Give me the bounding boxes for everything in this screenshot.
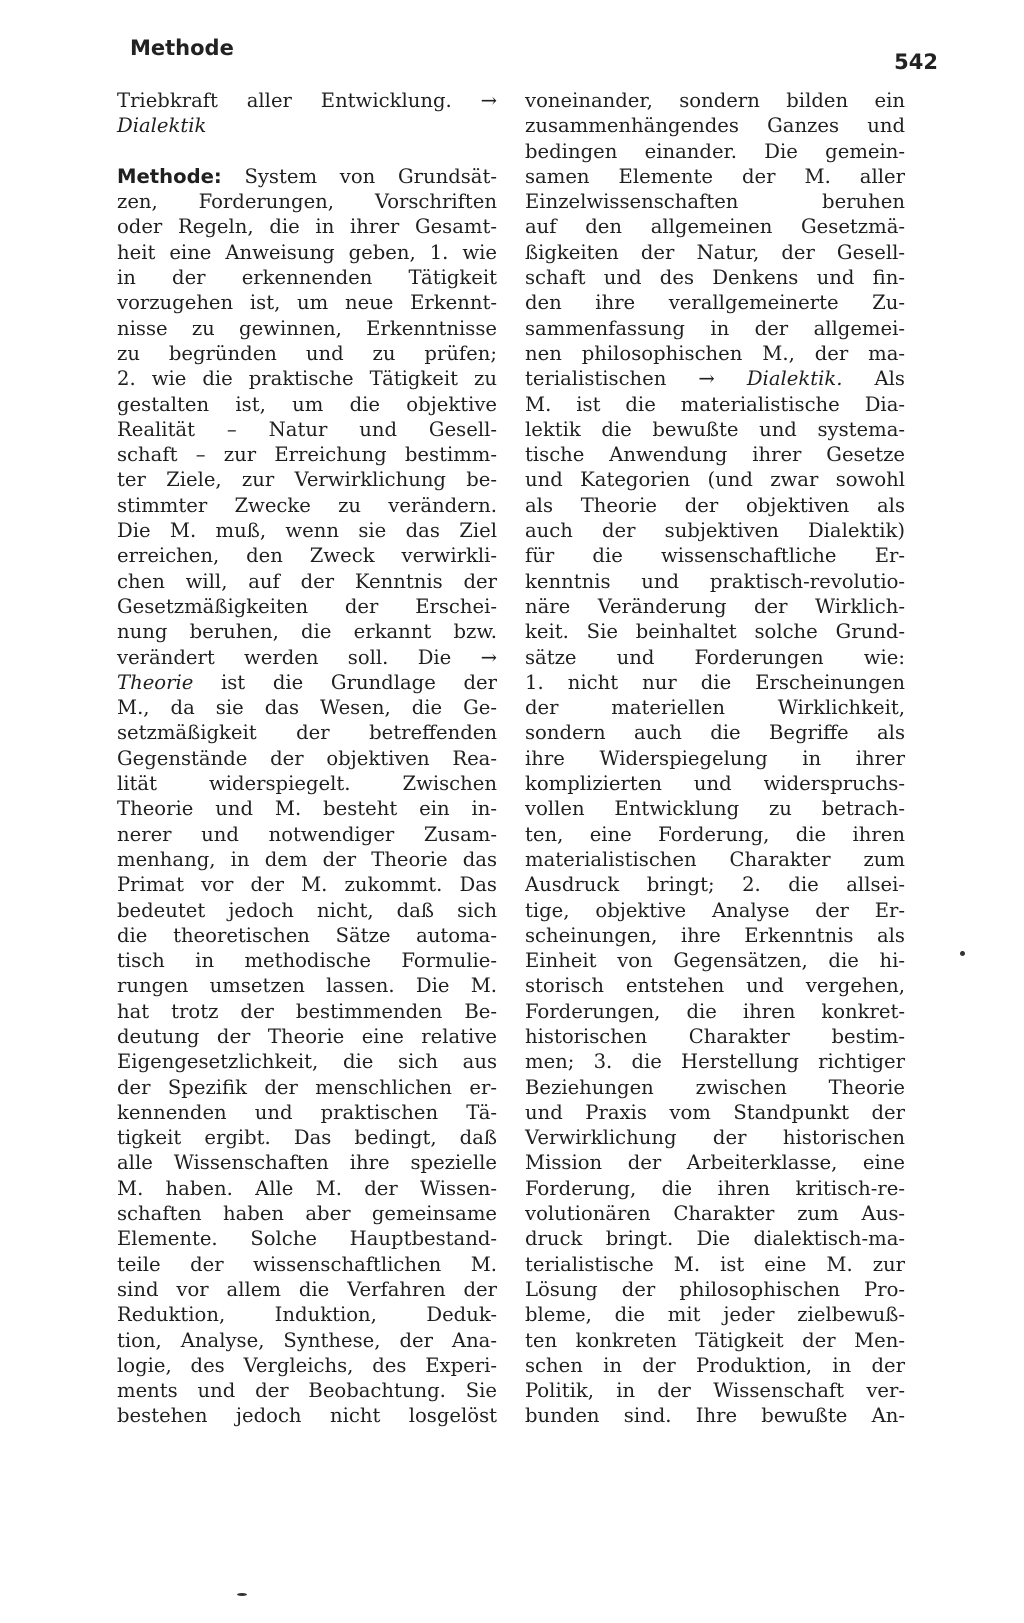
text-line: samen Elemente der M. aller xyxy=(525,164,905,188)
cross-reference-arrow-icon: → xyxy=(698,367,715,391)
text-line: rungen umsetzen lassen. Die M. xyxy=(117,974,497,998)
text-line: terialistische M. ist eine M. zur xyxy=(525,1252,905,1276)
text-line: hat trotz der bestimmenden Be- xyxy=(117,999,497,1023)
text-line: bestehen jedoch nicht losgelöst xyxy=(117,1404,497,1428)
text-line: schaft und des Denkens und fin- xyxy=(525,266,905,290)
text-line: lektik die bewußte und systema- xyxy=(525,417,905,441)
text-line xyxy=(117,645,497,670)
text-line: tische Anwendung ihrer Gesetze xyxy=(525,443,905,467)
text-line: tige, objektive Analyse der Er- xyxy=(525,898,905,922)
text-line: die theoretischen Sätze automa- xyxy=(117,923,497,947)
text-line: Reduktion, Induktion, Deduk- xyxy=(117,1303,497,1327)
text-line: nisse zu gewinnen, Erkenntnisse xyxy=(117,316,497,340)
text-line: ten, eine Forderung, die ihren xyxy=(525,822,905,846)
text-line: keit. Sie beinhaltet solche Grund- xyxy=(525,620,905,644)
text-span: Triebkraft aller Entwicklung. xyxy=(117,89,452,112)
text-line: der materiellen Wirklichkeit, xyxy=(525,696,905,720)
text-span: ist die Grundlage der xyxy=(220,670,497,694)
text-line: sätze und Forderungen wie: xyxy=(525,645,905,669)
text-line: lität widerspiegelt. Zwischen xyxy=(117,772,497,796)
text-line: für die wissenschaftliche Er- xyxy=(525,544,905,568)
text-line: sind vor allem die Verfahren der xyxy=(117,1277,497,1301)
left-column xyxy=(117,88,497,1429)
page-number: 542 xyxy=(894,50,938,74)
right-column xyxy=(525,88,905,1429)
text-line: Die M. muß, wenn sie das Ziel xyxy=(117,519,497,543)
text-line: sondern auch die Begriffe als xyxy=(525,721,905,745)
text-line: bunden sind. Ihre bewußte An- xyxy=(525,1404,905,1428)
print-speck xyxy=(237,1593,247,1596)
text-line: kennenden und praktischen Tä- xyxy=(117,1100,497,1124)
text-line: Verwirklichung der historischen xyxy=(525,1126,905,1150)
text-span: System von Grundsät- xyxy=(244,164,497,188)
text-line: stimmter Zwecke zu verändern. xyxy=(117,493,497,517)
text-line: sammenfassung in der allgemei- xyxy=(525,316,905,340)
text-line: bedeutet jedoch nicht, daß sich xyxy=(117,898,497,922)
text-line: nen philosophischen M., der ma- xyxy=(525,341,905,365)
text-line: zusammenhängendes Ganzes und xyxy=(525,114,905,138)
text-line: schaft – zur Erreichung bestimm- xyxy=(117,443,497,467)
paragraph-gap xyxy=(117,139,497,164)
text-line: zu begründen und zu prüfen; xyxy=(117,341,497,365)
text-line xyxy=(117,164,497,189)
text-line: bedingen einander. Die gemein- xyxy=(525,139,905,163)
text-line: zen, Forderungen, Vorschriften xyxy=(117,190,497,214)
cross-reference-link[interactable]: Dialektik xyxy=(117,114,207,138)
text-line: menhang, in dem der Theorie das xyxy=(117,847,497,871)
text-line xyxy=(117,88,497,113)
text-line: und Praxis vom Standpunkt der xyxy=(525,1100,905,1124)
text-line: Gesetzmäßigkeiten der Erschei- xyxy=(117,594,497,618)
text-line: tigkeit ergibt. Das bedingt, daß xyxy=(117,1126,497,1150)
text-line: Einheit von Gegensätzen, die hi- xyxy=(525,949,905,973)
text-line: Einzelwissenschaften beruhen xyxy=(525,190,905,214)
text-line: oder Regeln, die in ihrer Gesamt- xyxy=(117,215,497,239)
text-line: der Spezifik der menschlichen er- xyxy=(117,1075,497,1099)
text-line: Primat vor der M. zukommt. Das xyxy=(117,873,497,897)
cross-reference-link[interactable]: Theorie xyxy=(117,670,194,694)
text-line: ments und der Beobachtung. Sie xyxy=(117,1379,497,1403)
text-line: auf den allgemeinen Gesetzmä- xyxy=(525,215,905,239)
text-line: auch der subjektiven Dialektik) xyxy=(525,519,905,543)
text-line xyxy=(117,670,497,695)
text-line: Ausdruck bringt; 2. die allsei- xyxy=(525,873,905,897)
text-line: M. haben. Alle M. der Wissen- xyxy=(117,1176,497,1200)
text-span: terialistischen xyxy=(525,367,667,391)
text-line: tisch in methodische Formulie- xyxy=(117,949,497,973)
text-line: M., da sie das Wesen, die Ge- xyxy=(117,696,497,720)
text-line: alle Wissenschaften ihre spezielle xyxy=(117,1151,497,1175)
text-line: storisch entstehen und vergehen, xyxy=(525,974,905,998)
text-line: chen will, auf der Kenntnis der xyxy=(117,569,497,593)
text-line: nerer und notwendiger Zusam- xyxy=(117,822,497,846)
text-line: vorzugehen ist, um neue Erkennt- xyxy=(117,291,497,315)
cross-reference-arrow-icon: → xyxy=(480,89,497,112)
text-line: Lösung der philosophischen Pro- xyxy=(525,1277,905,1301)
text-line: voneinander, sondern bilden ein xyxy=(525,89,905,112)
text-line: nung beruhen, die erkannt bzw. xyxy=(117,620,497,644)
text-line: ßigkeiten der Natur, der Gesell- xyxy=(525,240,905,264)
text-line: Beziehungen zwischen Theorie xyxy=(525,1075,905,1099)
text-line: tion, Analyse, Synthese, der Ana- xyxy=(117,1328,497,1352)
text-line: näre Veränderung der Wirklich- xyxy=(525,594,905,618)
cross-reference-arrow-icon: → xyxy=(480,645,497,669)
text-line: ter Ziele, zur Verwirklichung be- xyxy=(117,468,497,492)
text-line: kenntnis und praktisch-revolutio- xyxy=(525,569,905,593)
text-line: gestalten ist, um die objektive xyxy=(117,392,497,416)
text-line: Theorie und M. besteht ein in- xyxy=(117,797,497,821)
text-line xyxy=(525,366,905,391)
text-line: men; 3. die Herstellung richtiger xyxy=(525,1050,905,1074)
text-line: Gegenstände der objektiven Rea- xyxy=(117,746,497,770)
text-line: Elemente. Solche Hauptbestand- xyxy=(117,1227,497,1251)
text-line: heit eine Anweisung geben, 1. wie xyxy=(117,240,497,264)
text-line: bleme, die mit jeder zielbewuß- xyxy=(525,1303,905,1327)
text-line: Mission der Arbeiterklasse, eine xyxy=(525,1151,905,1175)
text-line: als Theorie der objektiven als xyxy=(525,493,905,517)
cross-reference-link[interactable]: Dialektik. xyxy=(746,367,843,391)
text-line: und Kategorien (und zwar sowohl xyxy=(525,468,905,492)
text-line: teile der wissenschaftlichen M. xyxy=(117,1252,497,1276)
text-line: historischen Charakter bestim- xyxy=(525,1024,905,1048)
text-line: vollen Entwicklung zu betrach- xyxy=(525,797,905,821)
text-line: 1. nicht nur die Erscheinungen xyxy=(525,670,905,694)
text-line: in der erkennenden Tätigkeit xyxy=(117,266,497,290)
print-speck xyxy=(960,951,965,956)
text-line: erreichen, den Zweck verwirkli- xyxy=(117,544,497,568)
text-line: materialistischen Charakter zum xyxy=(525,847,905,871)
entry-term: Methode: xyxy=(117,164,222,188)
text-line: Eigengesetzlichkeit, die sich aus xyxy=(117,1050,497,1074)
text-line: Politik, in der Wissenschaft ver- xyxy=(525,1379,905,1403)
text-line: Forderungen, die ihren konkret- xyxy=(525,999,905,1023)
text-line: logie, des Vergleichs, des Experi- xyxy=(117,1353,497,1377)
text-span: verändert werden soll. Die xyxy=(117,645,452,669)
text-line: komplizierten und widerspruchs- xyxy=(525,772,905,796)
text-line: setzmäßigkeit der betreffenden xyxy=(117,721,497,745)
text-line: den ihre verallgemeinerte Zu- xyxy=(525,291,905,315)
text-line xyxy=(117,113,497,138)
text-line: 2. wie die praktische Tätigkeit zu xyxy=(117,367,497,391)
text-line: druck bringt. Die dialektisch-ma- xyxy=(525,1227,905,1251)
text-line: scheinungen, ihre Erkenntnis als xyxy=(525,923,905,947)
text-line: schen in der Produktion, in der xyxy=(525,1353,905,1377)
text-line: ihre Widerspiegelung in ihrer xyxy=(525,746,905,770)
text-line: Realität – Natur und Gesell- xyxy=(117,417,497,441)
text-line: deutung der Theorie eine relative xyxy=(117,1024,497,1048)
text-line: M. ist die materialistische Dia- xyxy=(525,392,905,416)
text-span: Als xyxy=(874,367,905,391)
text-line: volutionären Charakter zum Aus- xyxy=(525,1202,905,1226)
text-line: ten konkreten Tätigkeit der Men- xyxy=(525,1328,905,1352)
text-line: schaften haben aber gemeinsame xyxy=(117,1202,497,1226)
text-line: Forderung, die ihren kritisch-re- xyxy=(525,1176,905,1200)
running-head: Methode xyxy=(130,36,234,60)
